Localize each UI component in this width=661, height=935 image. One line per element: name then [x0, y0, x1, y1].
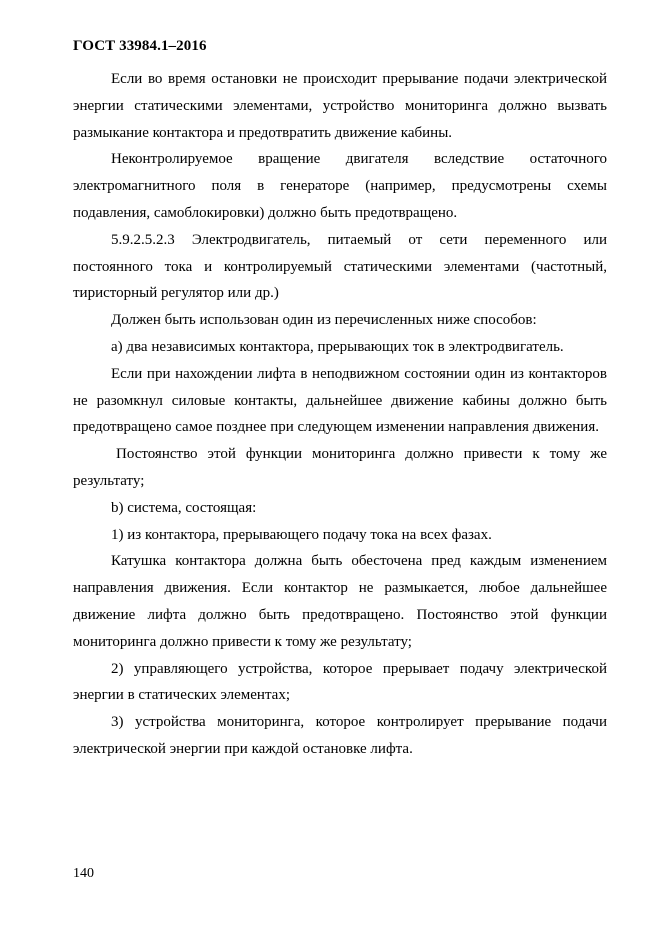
page-number: 140: [73, 866, 94, 881]
paragraph: Катушка контактора должна быть обесточена пред каждым изменением направления движения. Если контактор не размыкается, любое дальнейшее движение лифта должно быть предотвращено. Постоянство этой функции мониторинга должно привести к тому же результату;: [73, 553, 607, 650]
document-body: [73, 66, 607, 763]
paragraph: Должен быть использован один из перечисленных ниже способов:: [111, 312, 537, 329]
list-item: 2) управляющего устройства, которое прерывает подачу электрической энергии в статических элементах;: [73, 660, 607, 704]
list-item: a) два независимых контактора, прерывающих ток в электродвигатель.: [111, 338, 564, 355]
paragraph: Неконтролируемое вращение двигателя вследствие остаточного электромагнитного поля в генераторе (например, предусмотрены схемы подавления, самоблокировки) должно быть предотвращено.: [73, 151, 607, 221]
paragraph: Если во время остановки не происходит прерывание подачи электрической энергии статическими элементами, устройство мониторинга должно вызвать размыкание контактора и предотвратить движение кабины.: [73, 71, 607, 141]
list-item: 3) устройства мониторинга, которое контролирует прерывание подачи электрической энергии при каждой остановке лифта.: [73, 714, 607, 757]
paragraph: Если при нахождении лифта в неподвижном состоянии один из контакторов не разомкнул силовые контакты, дальнейшее движение кабины должно быть предотвращено самое позднее при следующем изменении направления движения.: [73, 365, 607, 436]
paragraph: 5.9.2.5.2.3 Электродвигатель, питаемый от сети переменного или постоянного тока и контролируемый статическими элементами (частотный, тиристорный регулятор или др.): [73, 231, 607, 302]
document-header: ГОСТ 33984.1–2016: [73, 38, 207, 54]
list-item: 1) из контактора, прерывающего подачу тока на всех фазах.: [111, 526, 492, 543]
list-item: b) система, состоящая:: [111, 499, 257, 516]
paragraph: Постоянство этой функции мониторинга должно привести к тому же результату;: [73, 446, 607, 489]
